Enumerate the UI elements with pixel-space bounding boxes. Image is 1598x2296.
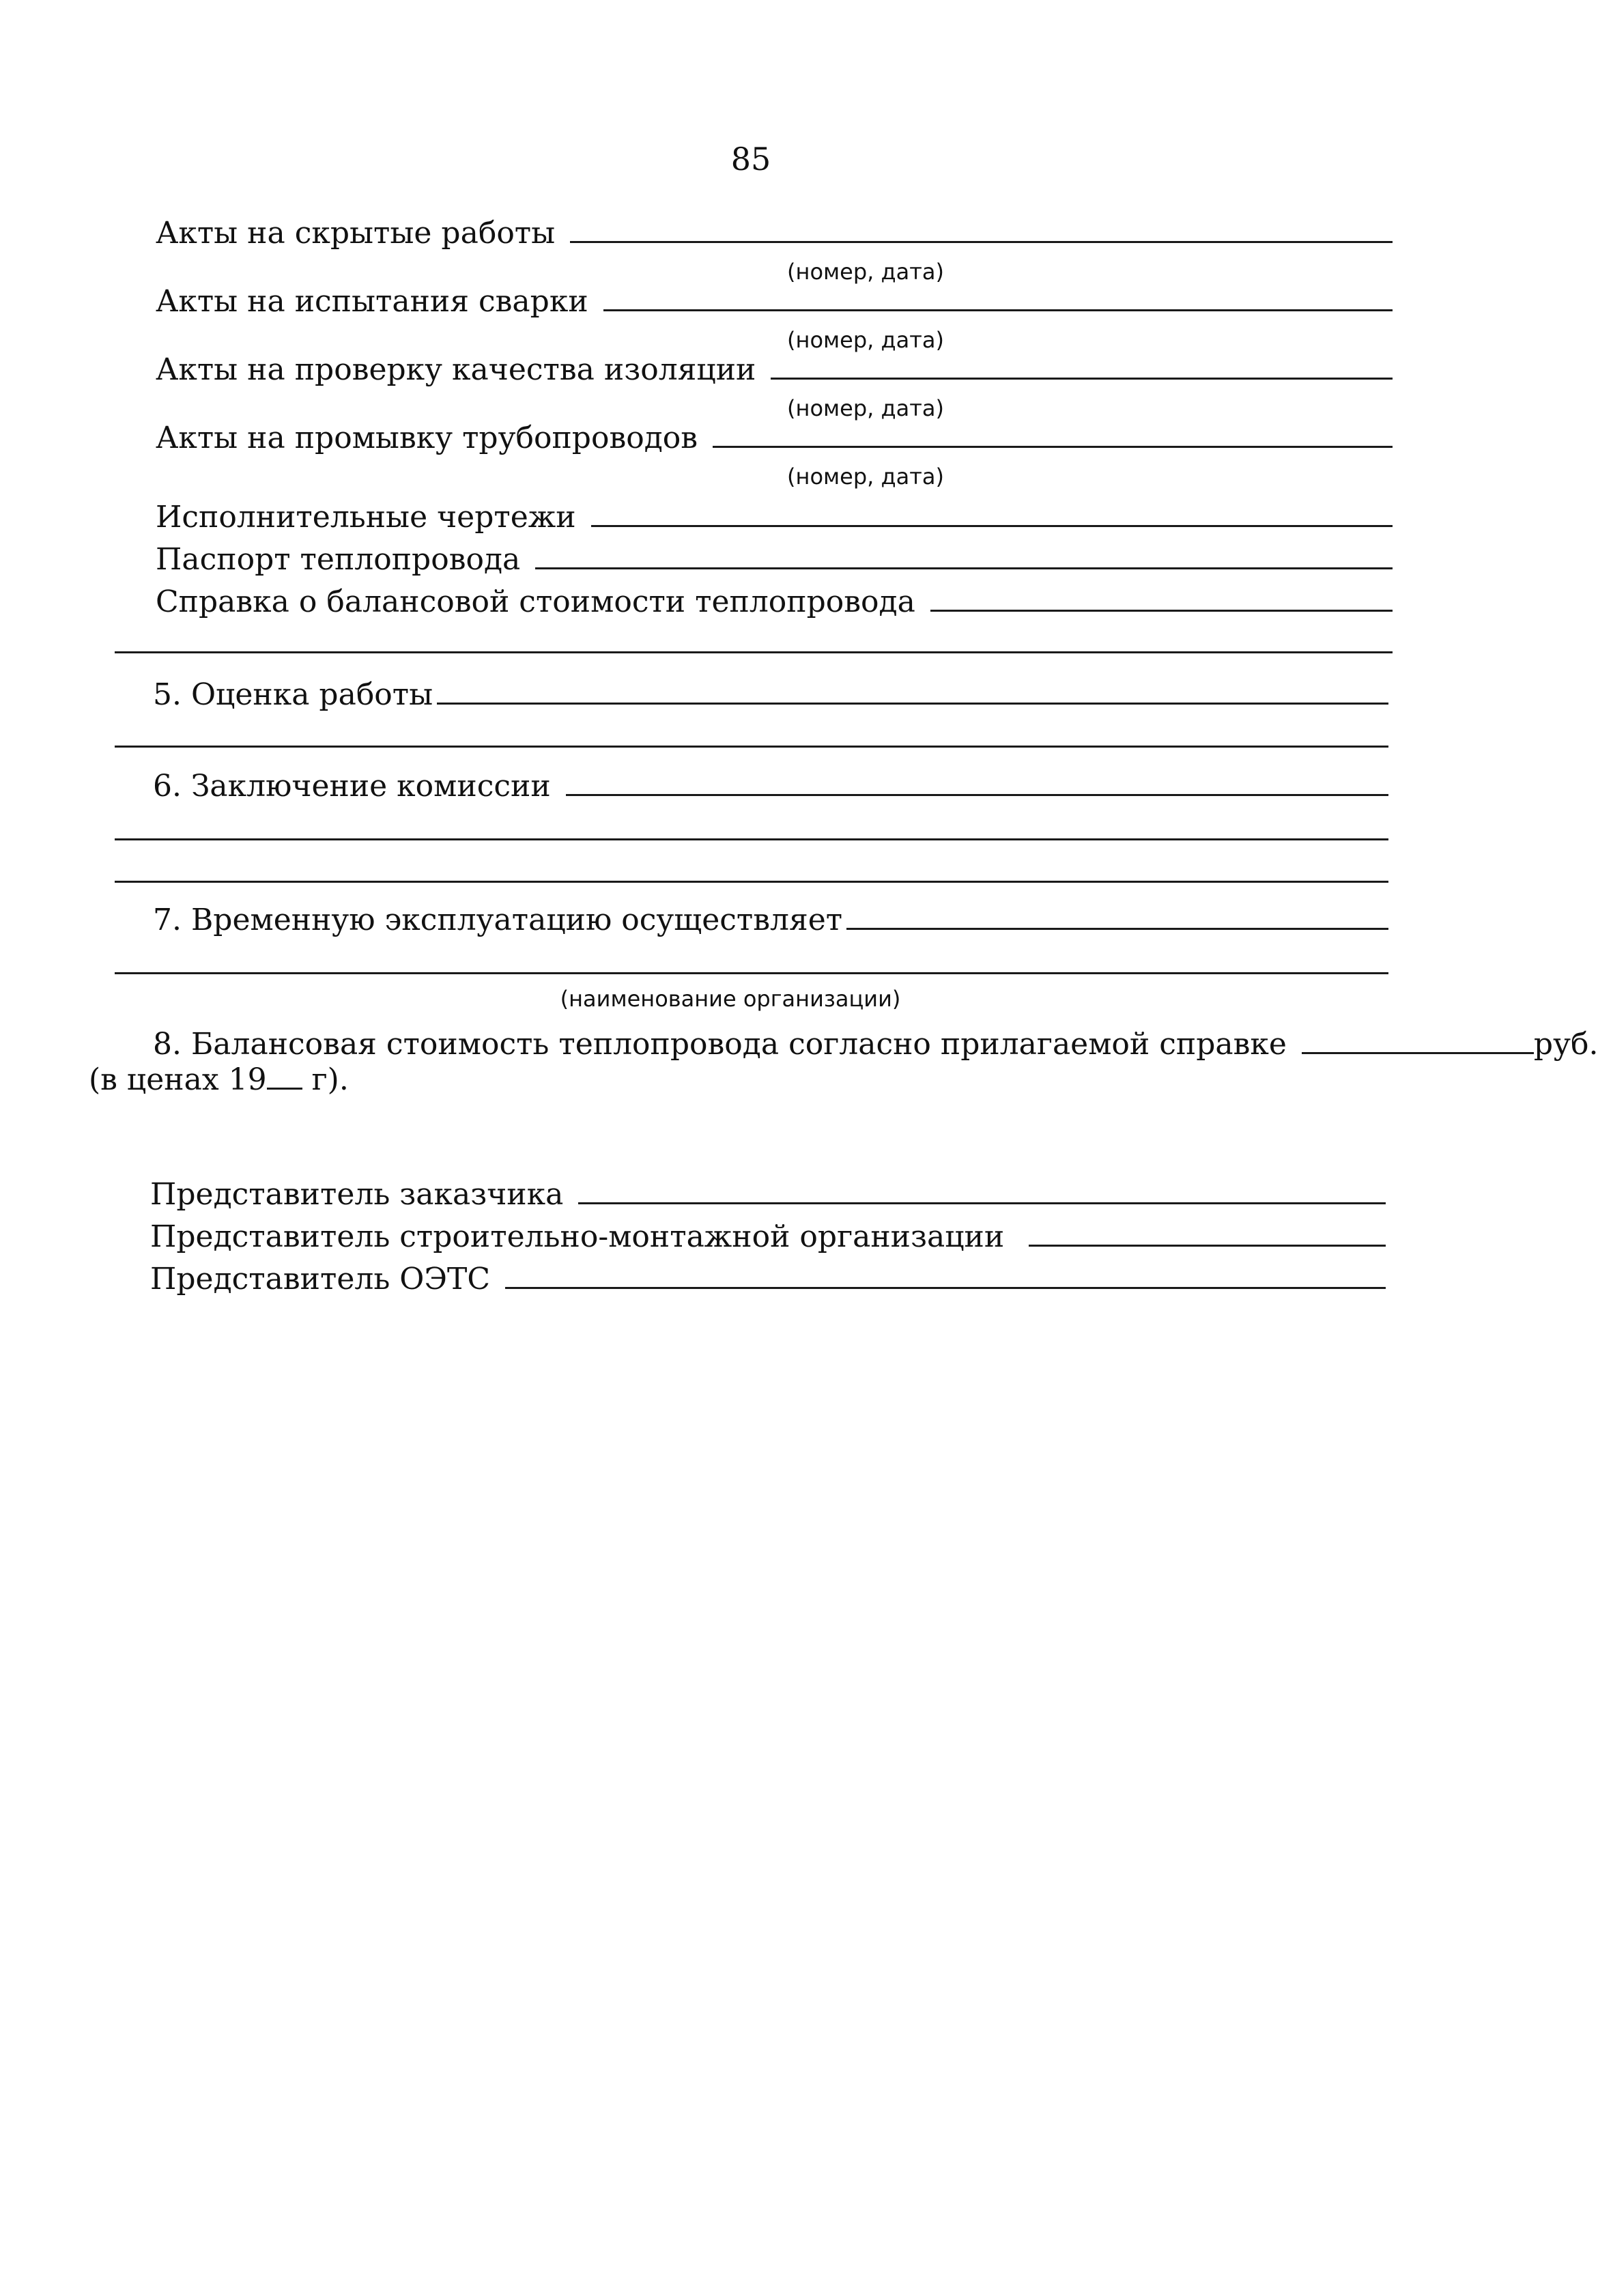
section8-price-year — [89, 1061, 349, 1099]
act-row-insulation-check — [156, 351, 1393, 389]
act-caption: (номер, дата) — [787, 464, 944, 490]
price-year-prefix: (в ценах 19 — [89, 1062, 267, 1097]
section5-row — [153, 676, 1388, 714]
section6-row — [153, 767, 1388, 806]
doc-row-balance-certificate — [156, 583, 1393, 621]
doc-label: Исполнительные чертежи — [156, 500, 576, 535]
act-row-hidden-works — [156, 214, 1393, 253]
fill-line-full[interactable] — [115, 651, 1393, 653]
act-caption: (номер, дата) — [787, 327, 944, 353]
section8-line — [153, 1025, 1598, 1064]
act-label: Акты на промывку трубопроводов — [156, 421, 698, 455]
fill-line[interactable] — [846, 928, 1388, 930]
act-caption: (номер, дата) — [787, 259, 944, 285]
fill-line[interactable] — [930, 610, 1393, 612]
section7-row — [153, 901, 1388, 939]
doc-row-drawings — [156, 498, 1393, 537]
fill-line-full[interactable] — [115, 746, 1388, 748]
fill-line[interactable] — [566, 794, 1388, 796]
signature-row-customer — [150, 1176, 1386, 1214]
section6-label: 6. Заключение комиссии — [153, 769, 551, 804]
fill-line-full[interactable] — [115, 972, 1388, 974]
price-year-suffix: г). — [302, 1062, 349, 1097]
price-blank[interactable] — [1302, 1045, 1534, 1054]
act-label: Акты на проверку качества изоляции — [156, 352, 756, 387]
act-row-pipe-flushing — [156, 419, 1393, 457]
fill-line[interactable] — [570, 241, 1393, 243]
doc-label: Справка о балансовой стоимости теплопровода — [156, 584, 915, 619]
act-label: Акты на скрытые работы — [156, 216, 556, 251]
act-label: Акты на испытания сварки — [156, 284, 588, 319]
fill-line[interactable] — [437, 703, 1388, 705]
fill-line-full[interactable] — [115, 838, 1388, 840]
year-blank[interactable] — [267, 1081, 302, 1090]
signature-label: Представитель строительно-монтажной организации — [150, 1219, 1005, 1254]
signature-line[interactable] — [578, 1202, 1386, 1204]
fill-line-full[interactable] — [115, 881, 1388, 883]
act-row-welding-tests — [156, 283, 1393, 321]
signature-row-contractor — [150, 1218, 1386, 1256]
section5-label: 5. Оценка работы — [153, 677, 433, 712]
fill-line[interactable] — [771, 378, 1393, 380]
page-number: 85 — [730, 141, 771, 178]
signature-row-oets — [150, 1260, 1386, 1299]
doc-row-passport — [156, 541, 1393, 579]
signature-label: Представитель ОЭТС — [150, 1262, 491, 1296]
signature-line[interactable] — [1029, 1245, 1386, 1247]
section7-label: 7. Временную эксплуатацию осуществляет — [153, 903, 843, 937]
doc-label: Паспорт теплопровода — [156, 542, 521, 577]
signature-line[interactable] — [505, 1287, 1386, 1289]
signature-label: Представитель заказчика — [150, 1177, 564, 1212]
act-caption: (номер, дата) — [787, 395, 944, 421]
currency-unit: руб. — [1533, 1027, 1598, 1062]
fill-line[interactable] — [713, 446, 1393, 448]
fill-line[interactable] — [591, 525, 1393, 527]
fill-line[interactable] — [535, 567, 1393, 569]
section8-text: 8. Балансовая стоимость теплопровода согласно прилагаемой справке — [153, 1027, 1287, 1062]
fill-line[interactable] — [603, 309, 1393, 311]
section7-caption: (наименование организации) — [560, 986, 901, 1012]
